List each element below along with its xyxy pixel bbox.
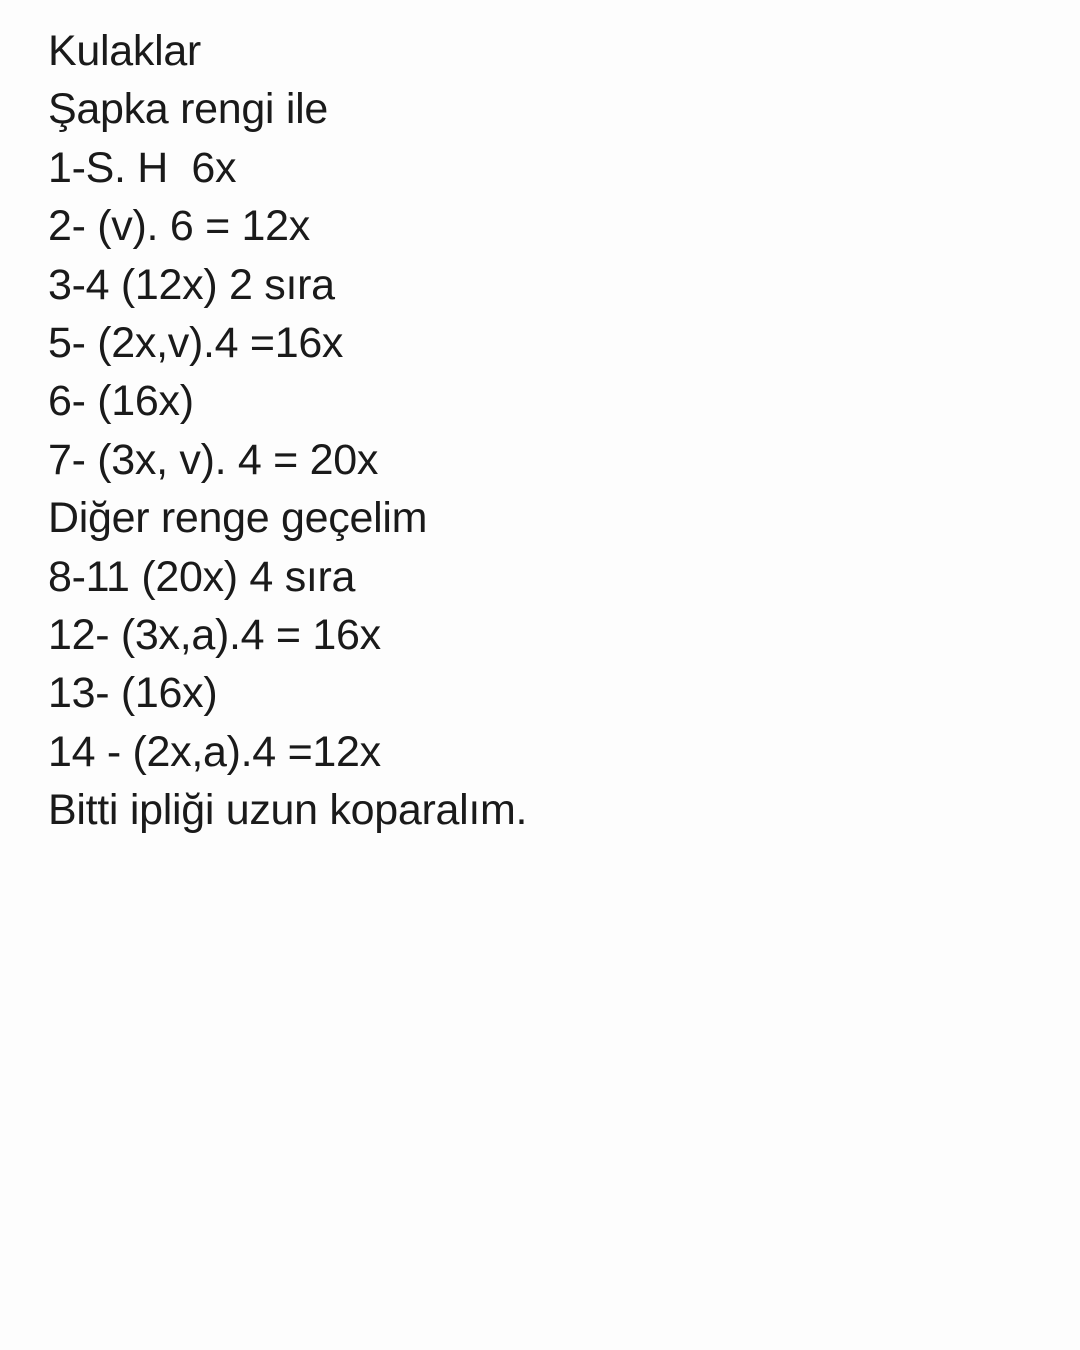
note-line: 1-S. H 6x [48, 143, 237, 192]
note-line: Diğer renge geçelim [48, 494, 428, 543]
note-line: 7- (3x, v). 4 = 20x [48, 435, 379, 484]
note-line: 5- (2x,v).4 =16x [48, 319, 344, 368]
note-line: 12- (3x,a).4 = 16x [48, 611, 381, 660]
note-text-body [48, 22, 1048, 840]
note-line: 2- (v). 6 = 12x [48, 202, 310, 251]
note-line: 6- (16x) [48, 377, 194, 426]
note-line: Şapka rengi ile [48, 85, 328, 134]
note-line: 8-11 (20x) 4 sıra [48, 552, 356, 601]
note-line: Bitti ipliği uzun koparalım. [48, 786, 528, 835]
note-line: 3-4 (12x) 2 sıra [48, 260, 335, 309]
note-line: 13- (16x) [48, 669, 218, 718]
note-line: 14 - (2x,a).4 =12x [48, 727, 381, 776]
note-title: Kulaklar [48, 27, 201, 75]
